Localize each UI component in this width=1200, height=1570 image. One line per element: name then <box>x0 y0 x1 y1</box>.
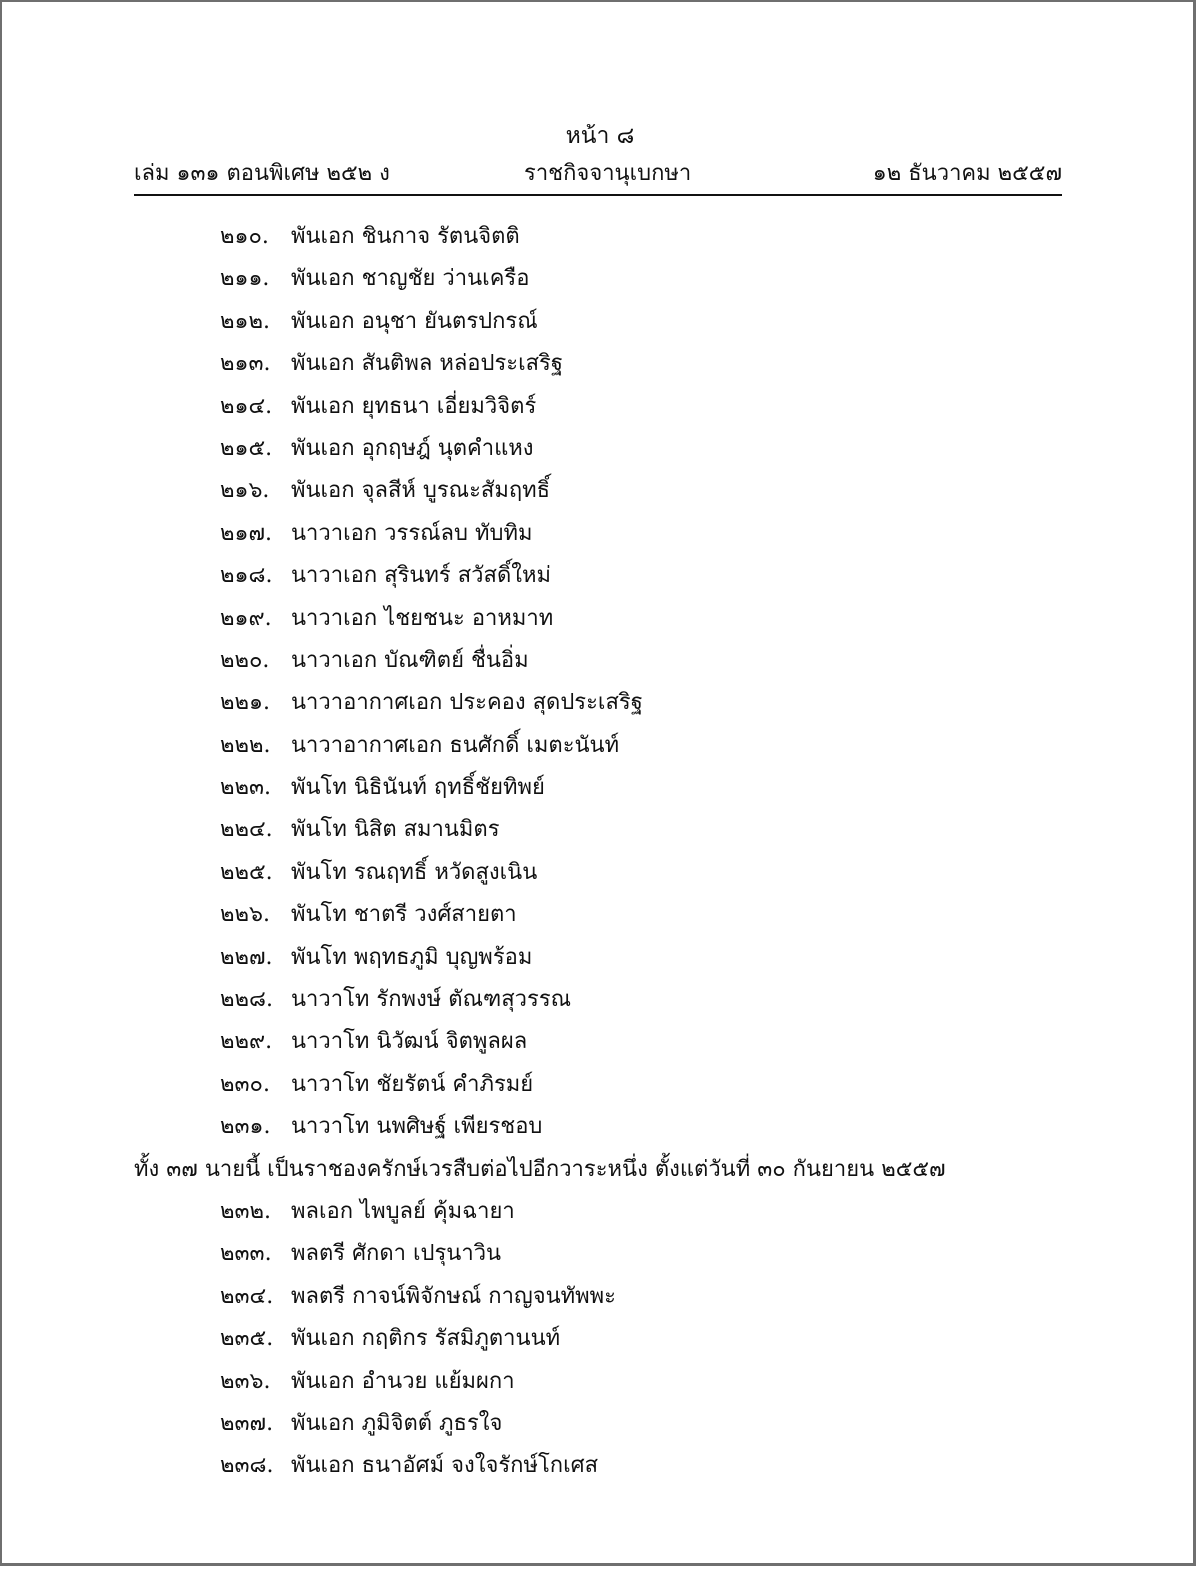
item-number: ๒๑๔. <box>220 393 273 419</box>
name-list <box>2 216 1198 1488</box>
list-item <box>2 1276 1198 1318</box>
item-number: ๒๒๙. <box>220 1029 273 1055</box>
list-item <box>2 258 1198 300</box>
list-item <box>2 1403 1198 1445</box>
list-item <box>2 386 1198 428</box>
item-name: นาวาอากาศเอก ประคอง สุดประเสริฐ <box>291 690 643 716</box>
item-number: ๒๑๙. <box>220 605 272 631</box>
item-name: พันโท ชาตรี วงศ์สายตา <box>291 902 517 928</box>
item-number: ๒๒๓. <box>220 775 272 801</box>
item-number: ๒๑๘. <box>220 563 273 589</box>
item-number: ๒๒๕. <box>220 859 273 885</box>
publication-title: ราชกิจจานุเบกษา <box>524 161 692 186</box>
volume-issue: เล่ม ๑๓๑ ตอนพิเศษ ๒๕๒ ง <box>134 161 390 186</box>
list-item <box>2 640 1198 682</box>
item-name: นาวาโท ชัยรัตน์ คำภิรมย์ <box>291 1071 534 1097</box>
item-name: นาวาเอก วรรณ์ลบ ทับทิม <box>291 520 533 546</box>
item-number: ๒๑๖. <box>220 478 270 504</box>
item-number: ๒๓๘. <box>220 1453 274 1479</box>
item-name: พันเอก สันติพล หล่อประเสริฐ <box>291 351 564 377</box>
list-item <box>2 1191 1198 1233</box>
list-item <box>2 428 1198 470</box>
item-name: นาวาเอก สุรินทร์ สวัสดิ์ใหม่ <box>291 563 551 589</box>
item-name: พันเอก ชินกาจ รัตนจิตติ <box>291 224 520 249</box>
list-item <box>2 725 1198 767</box>
item-number: ๒๑๒. <box>220 308 270 334</box>
item-name: นาวาโท นิวัฒน์ จิตพูลผล <box>291 1029 528 1055</box>
item-number: ๒๒๗. <box>220 944 273 970</box>
item-number: ๒๒๖. <box>220 902 270 928</box>
list-item <box>2 301 1198 343</box>
item-name: พันโท รณฤทธิ์ หวัดสูงเนิน <box>291 859 538 885</box>
item-name: พันโท นิสิต สมานมิตร <box>291 817 500 843</box>
publication-date: ๑๒ ธันวาคม ๒๕๕๗ <box>872 161 1062 186</box>
list-item <box>2 979 1198 1021</box>
reappointment-note <box>2 1149 1198 1191</box>
note-text: ทั้ง ๓๗ นายนี้ เป็นราชองครักษ์เวรสืบต่อไปอีกวาระหนึ่ง ตั้งแต่วันที่ ๓๐ กันยายน ๒๕๕๗ <box>134 1156 946 1182</box>
list-item <box>2 767 1198 809</box>
list-item <box>2 1064 1198 1106</box>
item-name: พันเอก ยุทธนา เอี่ยมวิจิตร์ <box>291 393 537 419</box>
item-name: นาวาโท นพศิษฐ์ เพียรชอบ <box>291 1114 543 1140</box>
item-number: ๒๒๐. <box>220 647 270 673</box>
item-number: ๒๓๑. <box>220 1114 271 1140</box>
list-item <box>2 894 1198 936</box>
item-name: นาวาอากาศเอก ธนศักดิ์ เมตะนันท์ <box>291 732 620 758</box>
item-name: พันเอก อนุชา ยันตรปกรณ์ <box>291 308 538 334</box>
header-divider <box>134 194 1062 196</box>
item-number: ๒๒๘. <box>220 987 273 1013</box>
item-name: พันเอก ธนาอัศม์ จงใจรักษ์โกเศส <box>291 1453 599 1479</box>
item-name: นาวาโท รักพงษ์ ตัณฑสุวรรณ <box>291 987 572 1013</box>
item-number: ๒๓๒. <box>220 1198 272 1224</box>
item-number: ๒๑๑. <box>220 266 270 292</box>
item-name: พลตรี ศักดา เปรุนาวิน <box>291 1241 502 1267</box>
list-item <box>2 682 1198 724</box>
list-item <box>2 1318 1198 1360</box>
item-number: ๒๒๒. <box>220 732 271 758</box>
item-name: พันเอก กฤติกร รัสมิภูตานนท์ <box>291 1326 561 1352</box>
item-number: ๒๒๑. <box>220 690 270 716</box>
item-number: ๒๑๗. <box>220 520 273 546</box>
list-item <box>2 852 1198 894</box>
list-item <box>2 1021 1198 1063</box>
item-name: พันโท พฤทธภูมิ บุญพร้อม <box>291 944 533 970</box>
item-name: พลตรี กาจน์พิจักษณ์ กาญจนทัพพะ <box>291 1283 616 1309</box>
list-item <box>2 809 1198 851</box>
page-number: หน้า ๘ <box>565 123 635 149</box>
item-name: นาวาเอก ไชยชนะ อาหมาท <box>291 605 554 631</box>
item-number: ๒๑๐. <box>220 224 269 249</box>
item-name: พันเอก ภูมิจิตต์ ภูธรใจ <box>291 1410 503 1436</box>
item-number: ๒๓๖. <box>220 1368 271 1394</box>
item-name: พันเอก ชาญชัย ว่านเครือ <box>291 266 530 292</box>
item-name: พันโท นิธินันท์ ฤทธิ์ชัยทิพย์ <box>291 775 545 801</box>
page-header <box>134 157 1062 191</box>
list-item <box>2 470 1198 512</box>
list-item <box>2 598 1198 640</box>
list-item <box>2 513 1198 555</box>
list-item <box>2 1445 1198 1487</box>
item-number: ๒๓๐. <box>220 1071 270 1097</box>
list-item <box>2 555 1198 597</box>
list-item <box>2 937 1198 979</box>
item-number: ๒๓๓. <box>220 1241 272 1267</box>
item-number: ๒๑๓. <box>220 351 271 377</box>
list-item <box>2 1233 1198 1275</box>
item-name: พันเอก อำนวย แย้มผกา <box>291 1368 515 1394</box>
list-item <box>2 216 1198 258</box>
item-number: ๒๓๔. <box>220 1283 274 1309</box>
item-number: ๒๓๕. <box>220 1326 274 1352</box>
item-name: พันเอก จุลสีห์ บูรณะสัมฤทธิ์ <box>291 478 551 504</box>
item-number: ๒๒๔. <box>220 817 273 843</box>
list-item <box>2 343 1198 385</box>
item-number: ๒๓๗. <box>220 1410 274 1436</box>
item-name: นาวาเอก บัณฑิตย์ ชื่นอิ่ม <box>291 647 529 673</box>
item-name: พันเอก อุกฤษฎ์ นุตคำแหง <box>291 435 534 461</box>
list-item <box>2 1361 1198 1403</box>
list-item <box>2 1106 1198 1148</box>
item-number: ๒๑๕. <box>220 435 273 461</box>
item-name: พลเอก ไพบูลย์ คุ้มฉายา <box>291 1198 515 1224</box>
